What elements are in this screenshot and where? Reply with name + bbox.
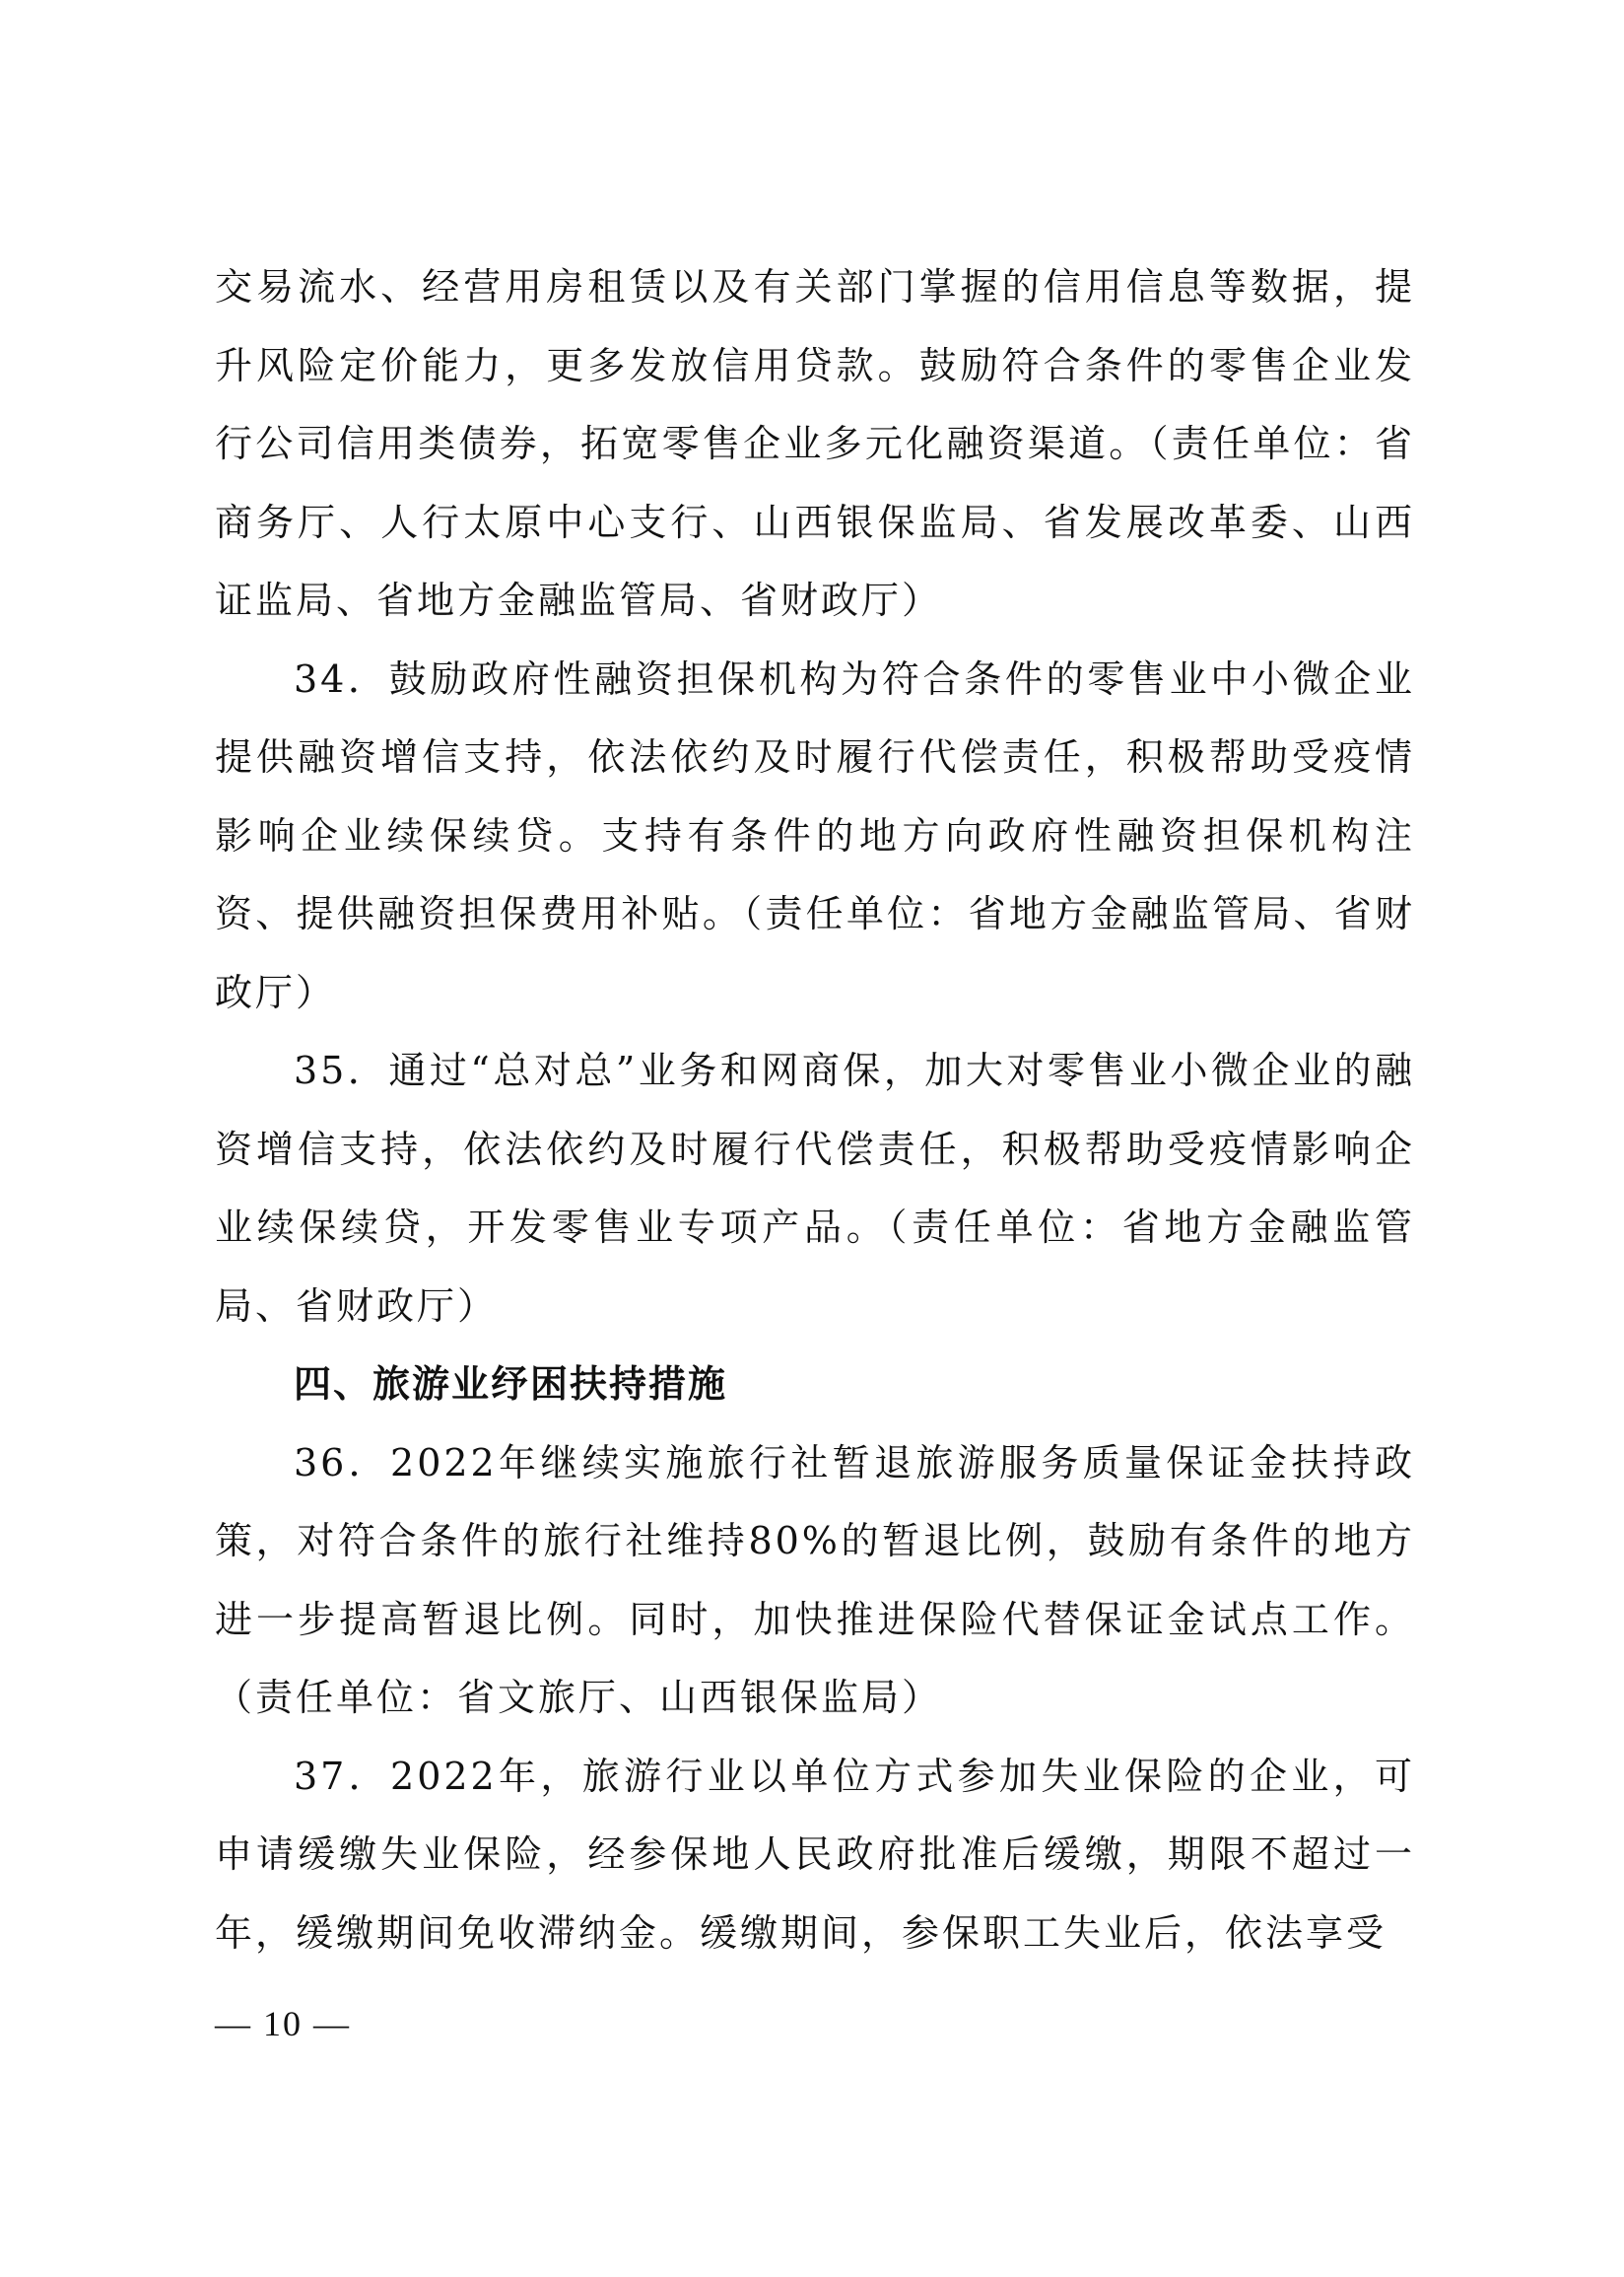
paragraph-item-35: 35．通过“总对总”业务和网商保，加大对零售业小微企业的融资增信支持，依法依约及时履行代偿责任，积极帮助受疫情影响企业续保续贷，开发零售业专项产品。（责任单位：省地方金融监管局、省财政厅） (215, 1049, 1415, 1328)
document-body (215, 248, 1415, 1972)
page-number: — 10 — (215, 2004, 351, 2043)
paragraph-item-36: 36．2022年继续实施旅行社暂退旅游服务质量保证金扶持政策，对符合条件的旅行社维持80%的暂退比例，鼓励有条件的地方进一步提高暂退比例。同时，加快推进保险代替保证金试点工作。（责任单位：省文旅厅、山西银保监局） (215, 1440, 1415, 1719)
paragraph-item-34: 34．鼓励政府性融资担保机构为符合条件的零售业中小微企业提供融资增信支持，依法依约及时履行代偿责任，积极帮助受疫情影响企业续保续贷。支持有条件的地方向政府性融资担保机构注资、提供融资担保费用补贴。（责任单位：省地方金融监管局、省财政厅） (215, 656, 1415, 1014)
paragraph-item-37: 37．2022年，旅游行业以单位方式参加失业保险的企业，可申请缓缴失业保险，经参保地人民政府批准后缓缴，期限不超过一年，缓缴期间免收滞纳金。缓缴期间，参保职工失业后，依法享受 (215, 1754, 1415, 1955)
paragraph-continuation: 交易流水、经营用房租赁以及有关部门掌握的信用信息等数据，提升风险定价能力，更多发放信用贷款。鼓励符合条件的零售企业发行公司信用类债券，拓宽零售企业多元化融资渠道。（责任单位：省商务厅、人行太原中心支行、山西银保监局、省发展改革委、山西证监局、省地方金融监管局、省财政厅） (215, 265, 1415, 622)
section-heading: 四、旅游业纾困扶持措施 (294, 1362, 728, 1406)
